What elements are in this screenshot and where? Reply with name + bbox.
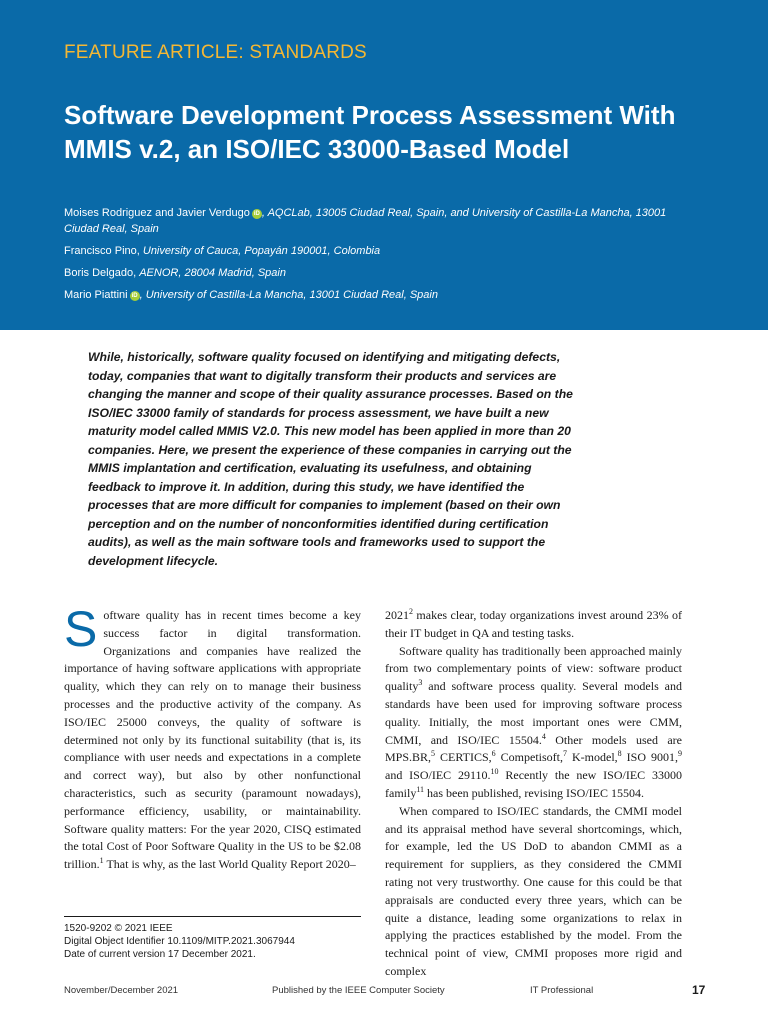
body-text: Competisoft,	[495, 750, 563, 765]
footer-issue-date: November/December 2021	[64, 985, 179, 996]
reference-marker[interactable]: 10	[490, 767, 499, 777]
author-list	[64, 205, 704, 309]
doi-line[interactable]: Digital Object Identifier 10.1109/MITP.2021.3067944	[64, 936, 295, 947]
reference-marker[interactable]: 6	[491, 749, 496, 759]
article-title: Software Development Process Assessment With MMIS v.2, an ISO/IEC 33000-Based Model	[64, 100, 676, 164]
footnote-block	[64, 922, 361, 961]
orcid-icon[interactable]: iD	[253, 211, 260, 217]
reference-marker[interactable]: 9	[678, 749, 682, 759]
body-paragraph	[385, 607, 682, 643]
footer-publisher: Published by the IEEE Computer Society	[272, 985, 445, 996]
body-paragraph	[64, 601, 361, 874]
body-text: ISO 9001,	[621, 750, 678, 765]
body-paragraph	[385, 643, 682, 803]
author-entry	[64, 287, 704, 303]
body-text: Software quality has traditionally been approached mainly from two complementary points of view: software product quality	[385, 643, 682, 694]
reference-marker[interactable]: 8	[617, 749, 622, 759]
body-text: oftware quality has in recent times become a key success factor in digital transformation. Organizations and companies have realized the importance of having software applications with appropriate quality, which they can rely on to manage their business processes and the productive activity of the company. As ISO/IEC 25000 conveys, the quality of software is determined not only by its functional suitability (that is, its compliance with user needs and expectations in a complete and correct way), but also by other nonfunctional characteristics, such as security (paramount nowadays), performance efficiency, usability, or maintainability. Software quality matters: For the year 2020, CISQ estimated the total Cost of Poor Software Quality in the US to be $2.08 trillion.	[64, 608, 361, 872]
abstract: While, historically, software quality focused on identifying and mitigating defects, today, companies that want to digitally transform their products and services are changing the manner and scope of their quality assurance processes. Based on the ISO/IEC 33000 family of standards for process assessment, we have built a new maturity model called MMIS V2.0. This new model has been applied in more than 20 companies. Here, we present the experience of these companies in carrying out the MMIS implantation and certification, evaluating its usefulness, and obtaining feedback to improve it. In addition, during this study, we have identified the processes that are more difficult for companies to implement (based on their own perception and on the number of nonconformities identified during certification audits), as well as the main software tools and frameworks used to support the development lifecycle.	[88, 350, 573, 568]
article-header	[0, 0, 768, 330]
body-text: makes clear, today organizations invest around 23% of their IT budget in QA and testing tasks.	[385, 608, 682, 640]
body-paragraph: When compared to ISO/IEC standards, the CMMI model and its appraisal method have several shortcomings, which, for example, led the US DoD to abandon CMMI as a requirement for suppliers, as they considered the CMMI rating not very trustworthy. One cause for this could be that appraisals are conducted every three years, which can be quite a distance, leading some organizations to relax in applying the practices established by the model. From the technical point of view, CMMI proposes more rigid and complex	[385, 803, 682, 978]
footer-magazine: IT Professional	[530, 985, 594, 996]
body-column-left	[64, 601, 361, 874]
reference-marker[interactable]: 3	[418, 678, 423, 688]
author-affiliation: University of Cauca, Popayán 190001, Colombia	[142, 245, 381, 257]
page-number: 17	[692, 983, 706, 997]
body-text: K-model,	[567, 750, 618, 765]
author-entry	[64, 205, 704, 237]
version-date-line: Date of current version 17 December 2021.	[64, 949, 256, 960]
author-entry	[64, 265, 704, 281]
body-column-right	[385, 607, 682, 981]
body-text: That is why, as the last World Quality Report 2020–	[103, 857, 356, 872]
author-affiliation: , University of Castilla-La Mancha, 13001 Ciudad Real, Spain	[139, 289, 438, 301]
author-names: Boris Delgado,	[64, 267, 140, 279]
author-entry	[64, 243, 704, 259]
author-names: Moises Rodriguez and Javier Verdugo	[64, 207, 250, 219]
body-text: CERTICS,	[435, 750, 492, 765]
footnote-divider	[64, 916, 361, 917]
reference-marker[interactable]: 7	[563, 749, 567, 759]
section-kicker: FEATURE ARTICLE: STANDARDS	[64, 42, 367, 63]
reference-marker[interactable]: 11	[416, 784, 425, 794]
author-names: Francisco Pino,	[64, 245, 143, 257]
author-names: Mario Piattini	[64, 289, 128, 301]
copyright-line: 1520-9202 © 2021 IEEE	[64, 923, 173, 934]
reference-marker[interactable]: 1	[99, 856, 104, 866]
reference-marker[interactable]: 5	[431, 749, 436, 759]
reference-marker[interactable]: 2	[409, 607, 413, 616]
body-text: Other models used are MPS.BR,	[385, 732, 682, 765]
body-text: 2021	[385, 608, 409, 622]
body-text: Recently the new ISO/IEC 33000 family	[385, 768, 682, 800]
body-text: has been published, revising ISO/IEC 15504.	[424, 785, 645, 800]
body-text: and ISO/IEC 29110.	[385, 768, 491, 783]
author-affiliation: , AQCLab, 13005 Ciudad Real, Spain, and University of Castilla-La Mancha, 13001 Ciudad Real, Spain	[64, 207, 667, 235]
author-affiliation: AENOR, 28004 Madrid, Spain	[139, 267, 286, 279]
orcid-icon[interactable]: iD	[131, 293, 138, 299]
body-text: and software process quality. Several models and standards have been used for improving software process quality. Initially, the most important ones were CMM, CMMI, and ISO/IEC 15504.	[385, 679, 682, 747]
reference-marker[interactable]: 4	[541, 731, 546, 741]
drop-cap: S	[64, 601, 98, 657]
